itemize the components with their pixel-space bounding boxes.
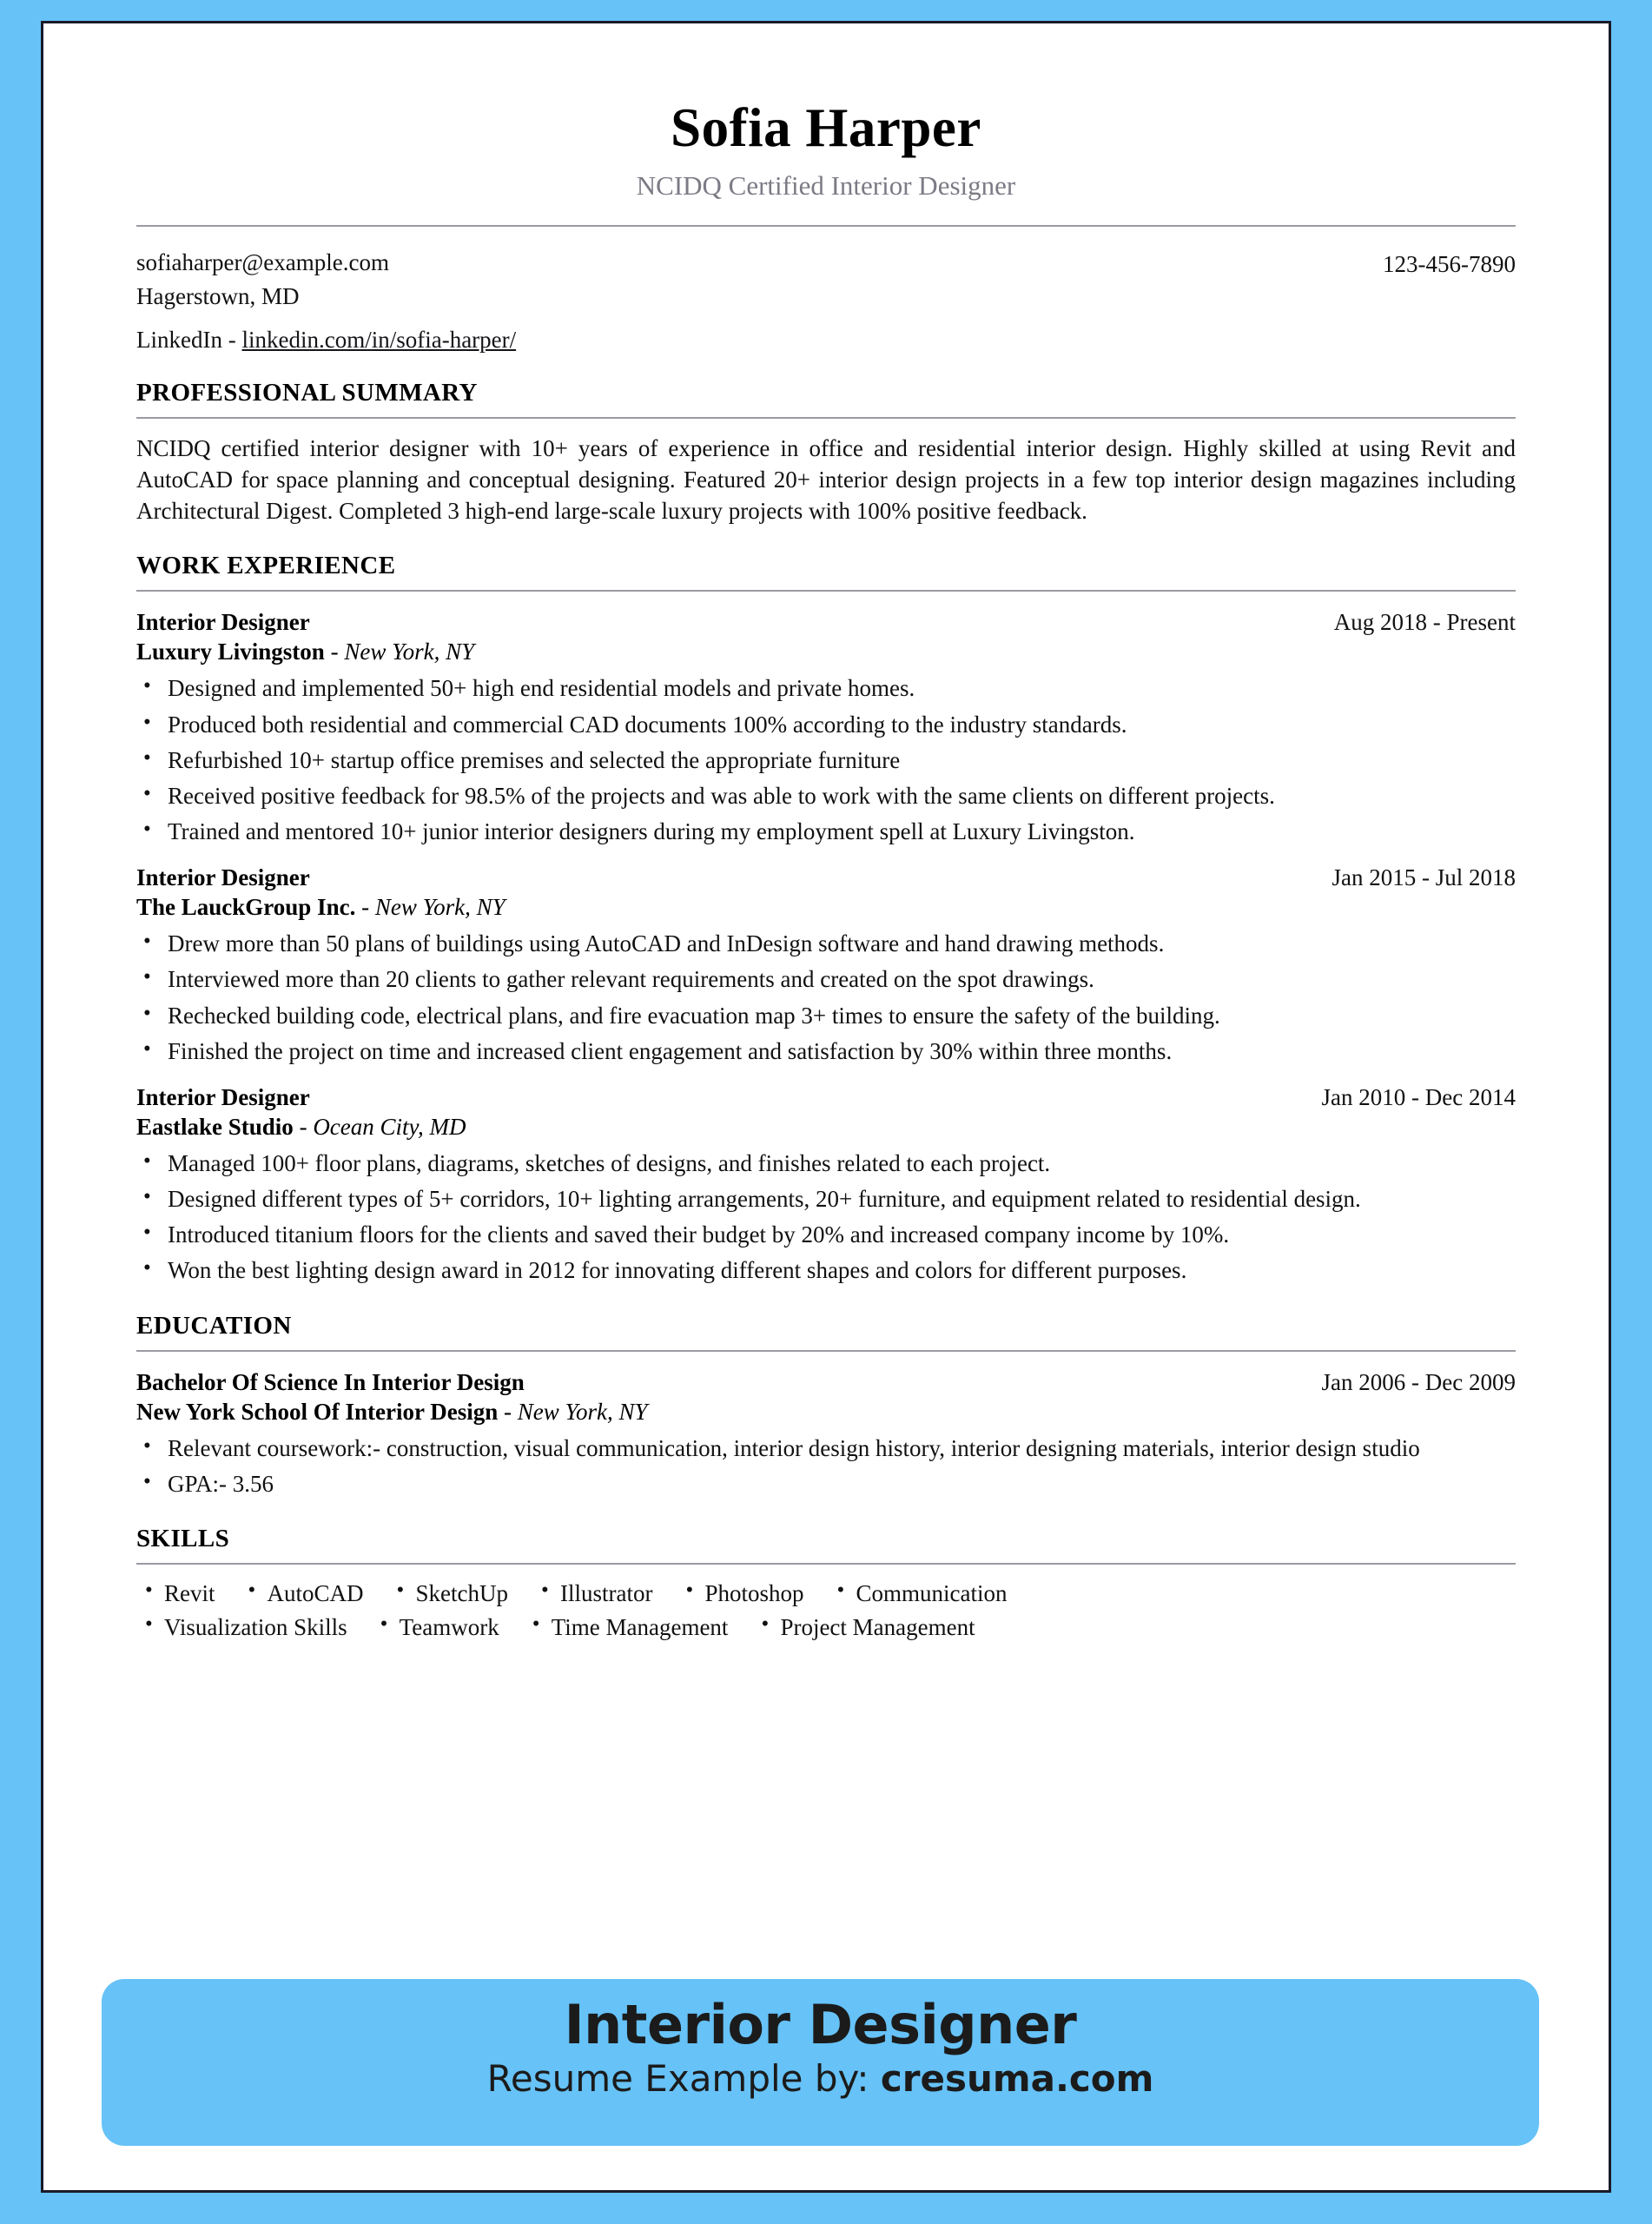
banner-brand[interactable]: cresuma.com [880,2057,1154,2101]
list-item: • Introduced titanium floors for the clients and saved their budget by 20% and increased company income by 10%. [136,1219,1516,1250]
skills-row [136,1577,1516,1611]
skills-row [136,1611,1516,1645]
section-title-summary: PROFESSIONAL SUMMARY [136,378,478,407]
section-title-education: EDUCATION [136,1311,292,1340]
job-company: The LauckGroup Inc. [136,894,356,921]
job-separator: - [299,1113,307,1140]
list-item: • Relevant coursework:- construction, visual communication, interior design history, interior designing materials, interior design studio [136,1433,1516,1464]
list-item: • Designed different types of 5+ corridors, 10+ lighting arrangements, 20+ furniture, and equipment related to residential design. [136,1183,1516,1215]
job-title: Interior Designer [136,864,310,891]
job-separator: - [330,639,339,665]
linkedin-separator: - [228,326,236,353]
skill-item: • AutoCAD [240,1577,388,1611]
job-title: Interior Designer [136,609,310,636]
list-item: • Finished the project on time and increased client engagement and satisfaction by 30% within three months. [136,1036,1516,1067]
job-company: Eastlake Studio [136,1113,294,1140]
education-bullets [136,1433,1516,1499]
resume-header [136,98,1516,227]
contact-location: Hagerstown, MD [136,282,300,309]
education-entry-header [136,1369,1516,1396]
work-entry-header [136,864,1516,891]
list-item: • Designed and implemented 50+ high end residential models and private homes. [136,672,1516,704]
job-location: New York, NY [344,639,475,665]
work-entry [136,864,1516,1067]
section-skills [136,1526,1516,1645]
section-title-work: WORK EXPERIENCE [136,552,396,580]
banner-subtitle [102,2058,1539,2100]
section-divider-skills [136,1563,1516,1565]
contact-block [136,246,1516,313]
list-item: • Managed 100+ floor plans, diagrams, sketches of designs, and finishes related to each project. [136,1148,1516,1179]
school-separator: - [503,1398,512,1425]
page-title: Sofia Harper [671,97,981,158]
resume-content [43,23,1609,1645]
list-item: • Interviewed more than 20 clients to gather relevant requirements and created on the spot drawings. [136,963,1516,995]
job-bullets [136,928,1516,1067]
header-divider [136,225,1516,227]
job-location: Ocean City, MD [313,1113,466,1140]
education-entry [136,1369,1516,1499]
section-divider-summary [136,417,1516,419]
section-title-skills: SKILLS [136,1524,230,1552]
header-headline: NCIDQ Certified Interior Designer [636,170,1016,202]
resume-page [41,21,1611,2193]
skill-item: • Teamwork [372,1611,524,1645]
linkedin-label: LinkedIn [136,326,222,353]
degree-title: Bachelor Of Science In Interior Design [136,1368,525,1395]
job-date: Jan 2010 - Dec 2014 [1321,1083,1516,1110]
skill-item: • Illustrator [532,1577,677,1611]
skill-item: • Project Management [752,1611,999,1645]
work-entry [136,609,1516,847]
job-company-line [136,639,1516,665]
list-item: • Received positive feedback for 98.5% of the projects and was able to work with the same clients on different projects. [136,780,1516,811]
promo-banner [102,1979,1539,2146]
list-item: • Produced both residential and commercial CAD documents 100% according to the industry standards. [136,709,1516,740]
job-company: Luxury Livingston [136,639,325,665]
school-name: New York School Of Interior Design [136,1398,499,1425]
banner-subtitle-prefix: Resume Example by: [486,2057,869,2101]
job-date: Aug 2018 - Present [1333,609,1516,636]
job-date: Jan 2015 - Jul 2018 [1332,864,1516,891]
job-company-line [136,894,1516,921]
section-education [136,1313,1516,1499]
school-line [136,1399,1516,1426]
linkedin-url-link[interactable]: linkedin.com/in/sofia-harper/ [241,326,517,353]
skill-item: • SketchUp [388,1577,532,1611]
school-location: New York, NY [517,1398,648,1425]
work-entry [136,1084,1516,1287]
summary-text: NCIDQ certified interior designer with 10+ years of experience in office and residential interior design. Highly skilled at using Revit and AutoCAD for space planning and conceptual designing. Featured 20+ interior design projects in a few top interior design magazines including Architectural Digest. Completed 3 high-end large-scale luxury projects with 100% positive feedback. [136,434,1516,524]
job-company-line [136,1114,1516,1141]
section-divider-education [136,1350,1516,1352]
skill-item: • Communication [829,1577,1032,1611]
skill-item: • Visualization Skills [136,1611,372,1645]
list-item: • GPA:- 3.56 [136,1468,1516,1499]
skills-list [136,1577,1516,1645]
contact-left [136,246,389,313]
list-item: • Won the best lighting design award in 2012 for innovating different shapes and colors for different purposes. [136,1254,1516,1286]
skill-item: • Time Management [524,1611,753,1645]
degree-date: Jan 2006 - Dec 2009 [1321,1368,1516,1395]
job-bullets [136,672,1516,847]
job-separator: - [361,894,370,921]
job-location: New York, NY [374,894,506,921]
job-bullets [136,1148,1516,1287]
job-title: Interior Designer [136,1083,310,1110]
section-work-experience [136,553,1516,1286]
work-entry-header [136,609,1516,636]
list-item: • Drew more than 50 plans of buildings using AutoCAD and InDesign software and hand drawing methods. [136,928,1516,959]
skill-item: • Revit [136,1577,240,1611]
section-divider-work [136,590,1516,592]
section-professional-summary [136,380,1516,527]
list-item: • Trained and mentored 10+ junior interior designers during my employment spell at Luxury Livingston. [136,816,1516,847]
contact-linkedin-line [136,327,1516,354]
banner-title: Interior Designer [564,1993,1077,2056]
contact-email[interactable]: sofiaharper@example.com [136,249,389,276]
skill-item: • Photoshop [677,1577,828,1611]
list-item: • Rechecked building code, electrical plans, and fire evacuation map 3+ times to ensure the safety of the building. [136,1000,1516,1031]
list-item: • Refurbished 10+ startup office premises and selected the appropriate furniture [136,745,1516,776]
work-entry-header [136,1084,1516,1111]
contact-phone[interactable]: 123-456-7890 [1383,251,1516,278]
